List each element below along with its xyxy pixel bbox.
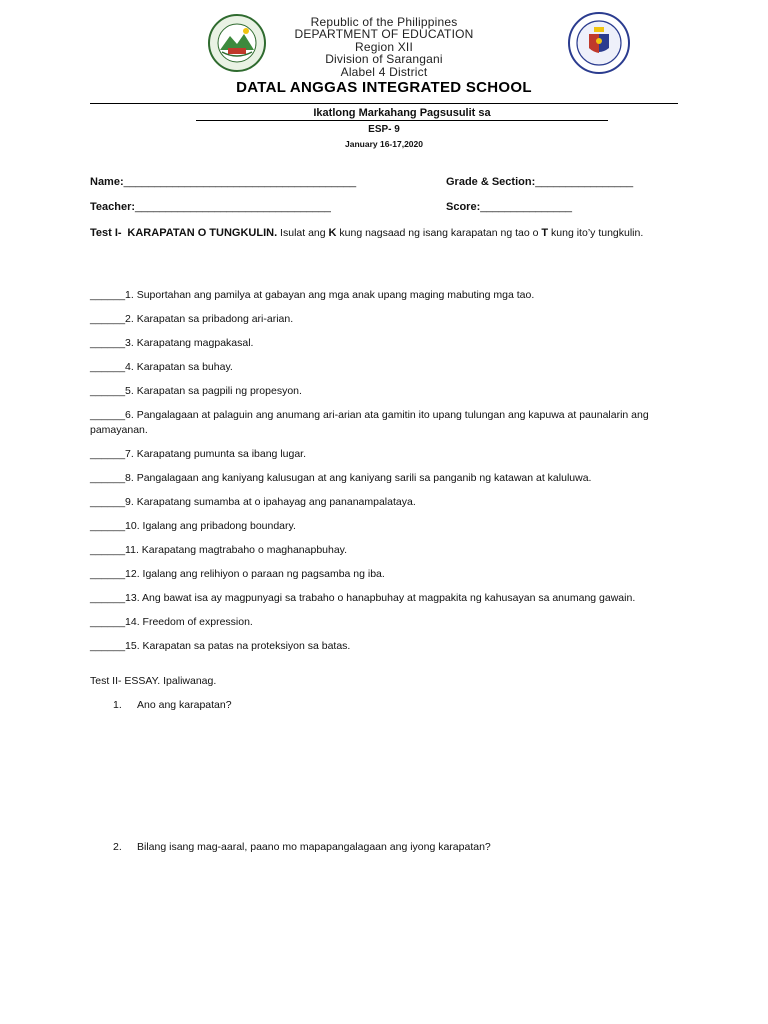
test1-items bbox=[90, 288, 680, 663]
test-item-12[interactable]: ______12. Igalang ang relihiyon o paraan ng pagsamba ng iba. bbox=[90, 567, 385, 580]
test-item-15[interactable]: ______15. Karapatan sa patas na proteksiyon sa batas. bbox=[90, 639, 351, 652]
teacher-blank: ________________________________ bbox=[135, 201, 331, 213]
name-field[interactable] bbox=[90, 176, 356, 188]
essay-question-1-number: 1. bbox=[113, 699, 122, 711]
test2-heading: Test II- ESSAY. Ipaliwanag. bbox=[90, 675, 217, 687]
exam-title: Ikatlong Markahang Pagsusulit sa bbox=[196, 107, 608, 121]
district-line: Alabel 4 District bbox=[340, 64, 428, 79]
test-item-5[interactable]: ______5. Karapatan sa pagpili ng propesyon. bbox=[90, 385, 302, 397]
score-blank: _______________ bbox=[480, 201, 573, 213]
essay-question-2-text: Bilang isang mag-aaral, paano mo mapapangalagaan ang iyong karapatan? bbox=[137, 841, 491, 853]
test1-t: T bbox=[541, 227, 549, 239]
score-label: Score: bbox=[446, 201, 481, 213]
name-blank: ______________________________________ bbox=[123, 176, 357, 188]
grade-section-field[interactable] bbox=[446, 176, 633, 188]
test-item-10[interactable]: ______10. Igalang ang pribadong boundary. bbox=[90, 519, 296, 532]
essay-question-2[interactable] bbox=[113, 841, 491, 853]
essay-question-1[interactable] bbox=[113, 699, 232, 711]
school-name: DATAL ANGGAS INTEGRATED SCHOOL bbox=[236, 79, 532, 97]
test-item-1[interactable]: ______1. Suportahan ang pamilya at gabayan ang mga anak upang maging mabuting mga tao. bbox=[90, 289, 535, 301]
header-divider bbox=[90, 103, 678, 104]
grade-section-label: Grade & Section: bbox=[446, 176, 536, 188]
region-line: Region XII bbox=[354, 39, 414, 54]
test1-instr-c: kung ito’y tungkulin. bbox=[548, 227, 644, 239]
exam-subject: ESP- 9 bbox=[368, 124, 400, 135]
republic-line: Republic of the Philippines bbox=[310, 15, 458, 29]
letterhead bbox=[0, 16, 768, 97]
division-line: Division of Sarangani bbox=[325, 52, 443, 67]
test-item-11[interactable]: ______11. Karapatang magtrabaho o maghanapbuhay. bbox=[90, 543, 348, 556]
test-item-2[interactable]: ______2. Karapatan sa pribadong ari-arian. bbox=[90, 313, 294, 325]
test-item-8[interactable]: ______8. Pangalagaan ang kaniyang kalusugan at ang kaniyang sarili sa panganib ng katawan at kaluluwa. bbox=[90, 471, 592, 484]
essay-question-1-text: Ano ang karapatan? bbox=[137, 699, 232, 711]
name-label: Name: bbox=[90, 176, 124, 188]
grade-section-blank: ________________ bbox=[535, 176, 634, 188]
test1-instructions bbox=[90, 226, 670, 240]
test-item-14[interactable]: ______14. Freedom of expression. bbox=[90, 615, 253, 628]
test1-instr-a: Isulat ang bbox=[277, 227, 329, 239]
test-item-13[interactable]: ______13. Ang bawat isa ay magpunyagi sa trabaho o hanapbuhay at magpakita ng kahusayan sa anumang gawain. bbox=[90, 591, 636, 604]
test-item-6[interactable]: ______6. Pangalagaan at palaguin ang anumang ari-arian ata gamitin ito upang tulungan ang kapuwa at paunalarin ang pamayanan. bbox=[90, 409, 649, 436]
teacher-field[interactable] bbox=[90, 201, 331, 213]
department-line: DEPARTMENT OF EDUCATION bbox=[294, 27, 474, 42]
test1-label: Test I- bbox=[90, 227, 122, 239]
test-item-9[interactable]: ______9. Karapatang sumamba at o ipahayag ang pananampalataya. bbox=[90, 495, 416, 508]
test1-heading: KARAPATAN O TUNGKULIN. bbox=[127, 227, 278, 239]
test1-instr-b: kung nagsaad ng isang karapatan ng tao o bbox=[336, 227, 542, 239]
score-field[interactable] bbox=[446, 201, 572, 213]
exam-date: January 16-17,2020 bbox=[345, 139, 423, 149]
essay-question-2-number: 2. bbox=[113, 841, 122, 853]
test1-k: K bbox=[328, 227, 337, 239]
test-item-3[interactable]: ______3. Karapatang magpakasal. bbox=[90, 337, 254, 349]
teacher-label: Teacher: bbox=[90, 201, 136, 213]
test-item-4[interactable]: ______4. Karapatan sa buhay. bbox=[90, 361, 233, 373]
test-item-7[interactable]: ______7. Karapatang pumunta sa ibang lugar. bbox=[90, 447, 307, 460]
